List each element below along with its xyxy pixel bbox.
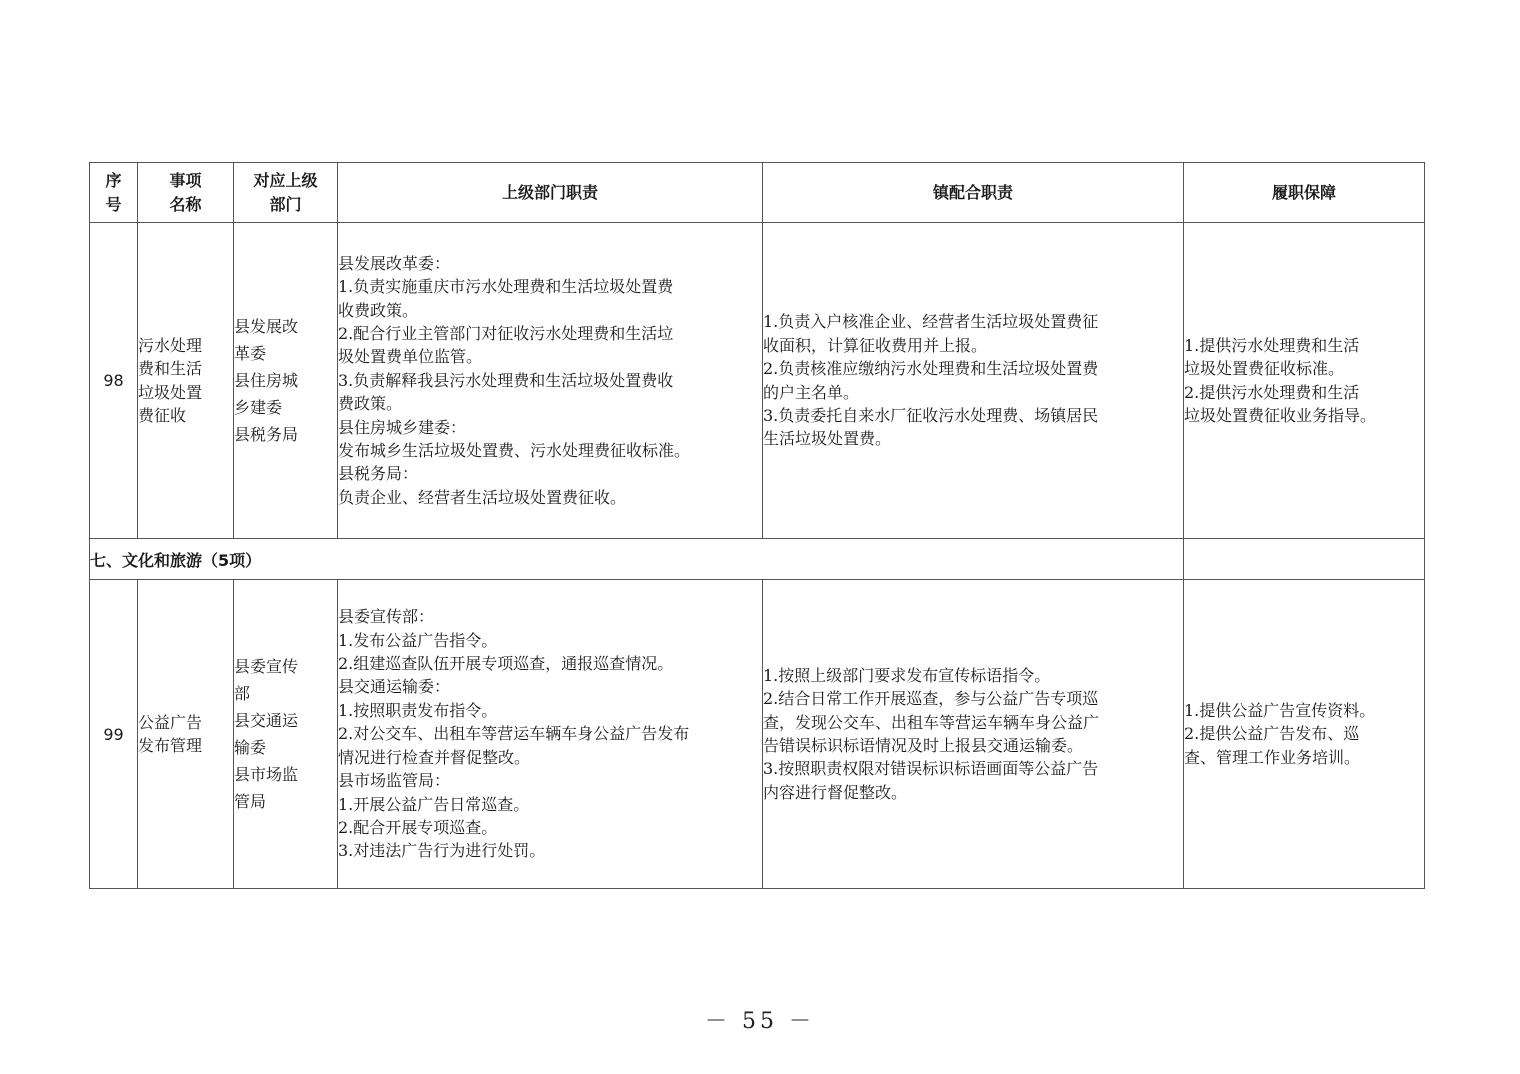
town-duty: 1.按照上级部门要求发布宣传标语指令。 2.结合日常工作开展巡查，参与公益广告专项巡 查，发现公交车、出租车等营运车辆车身公益广 告错误标识标语情况及时上报县交通运输委。 3.按照职责权限对错误标识标语画面等公益广告 内容进行督促整改。 bbox=[763, 580, 1184, 889]
town-duty: 1.负责入户核准企业、经营者生活垃圾处置费征 收面积，计算征收费用并上报。 2.负责核准应缴纳污水处理费和生活垃圾处置费 的户主名单。 3.负责委托自来水厂征收污水处理费、场镇居民 生活垃圾处置费。 bbox=[763, 223, 1184, 539]
guarantee: 1.提供污水处理费和生活 垃圾处置费征收标准。 2.提供污水处理费和生活 垃圾处置费征收业务指导。 bbox=[1184, 223, 1425, 539]
row-number: 99 bbox=[90, 580, 138, 889]
duty-table bbox=[89, 162, 1425, 889]
table-row bbox=[90, 223, 1425, 539]
section-empty-cell bbox=[1184, 539, 1425, 580]
upper-dept: 县发展改 革委 县住房城 乡建委 县税务局 bbox=[234, 223, 338, 539]
item-name: 污水处理 费和生活 垃圾处置 费征收 bbox=[138, 223, 234, 539]
section-title: 七、文化和旅游（5项） bbox=[90, 539, 1184, 580]
table-row bbox=[90, 580, 1425, 889]
header-name: 事项 名称 bbox=[138, 163, 234, 223]
upper-duty: 县发展改革委： 1.负责实施重庆市污水处理费和生活垃圾处置费 收费政策。 2.配合行业主管部门对征收污水处理费和生活垃 圾处置费单位监管。 3.负责解释我县污水处理费和生活垃圾处置费收 费政策。 县住房城乡建委： 发布城乡生活垃圾处置费、污水处理费征收标准。 县税务局： 负责企业、经营者生活垃圾处置费征收。 bbox=[338, 223, 763, 539]
page-number: － 55 － bbox=[705, 1009, 815, 1034]
section-row bbox=[90, 539, 1425, 580]
header-town-duty: 镇配合职责 bbox=[763, 163, 1184, 223]
upper-duty: 县委宣传部： 1.发布公益广告指令。 2.组建巡查队伍开展专项巡查，通报巡查情况。 县交通运输委： 1.按照职责发布指令。 2.对公交车、出租车等营运车辆车身公益广告发布 情况进行检查并督促整改。 县市场监管局： 1.开展公益广告日常巡查。 2.配合开展专项巡查。 3.对违法广告行为进行处罚。 bbox=[338, 580, 763, 889]
header-seq: 序 号 bbox=[90, 163, 138, 223]
item-name: 公益广告 发布管理 bbox=[138, 580, 234, 889]
header-dept: 对应上级 部门 bbox=[234, 163, 338, 223]
header-guarantee: 履职保障 bbox=[1184, 163, 1425, 223]
row-number: 98 bbox=[90, 223, 138, 539]
table-header-row bbox=[90, 163, 1425, 223]
guarantee: 1.提供公益广告宣传资料。 2.提供公益广告发布、巡 查、管理工作业务培训。 bbox=[1184, 580, 1425, 889]
header-upper-duty: 上级部门职责 bbox=[338, 163, 763, 223]
upper-dept: 县委宣传 部 县交通运 输委 县市场监 管局 bbox=[234, 580, 338, 889]
